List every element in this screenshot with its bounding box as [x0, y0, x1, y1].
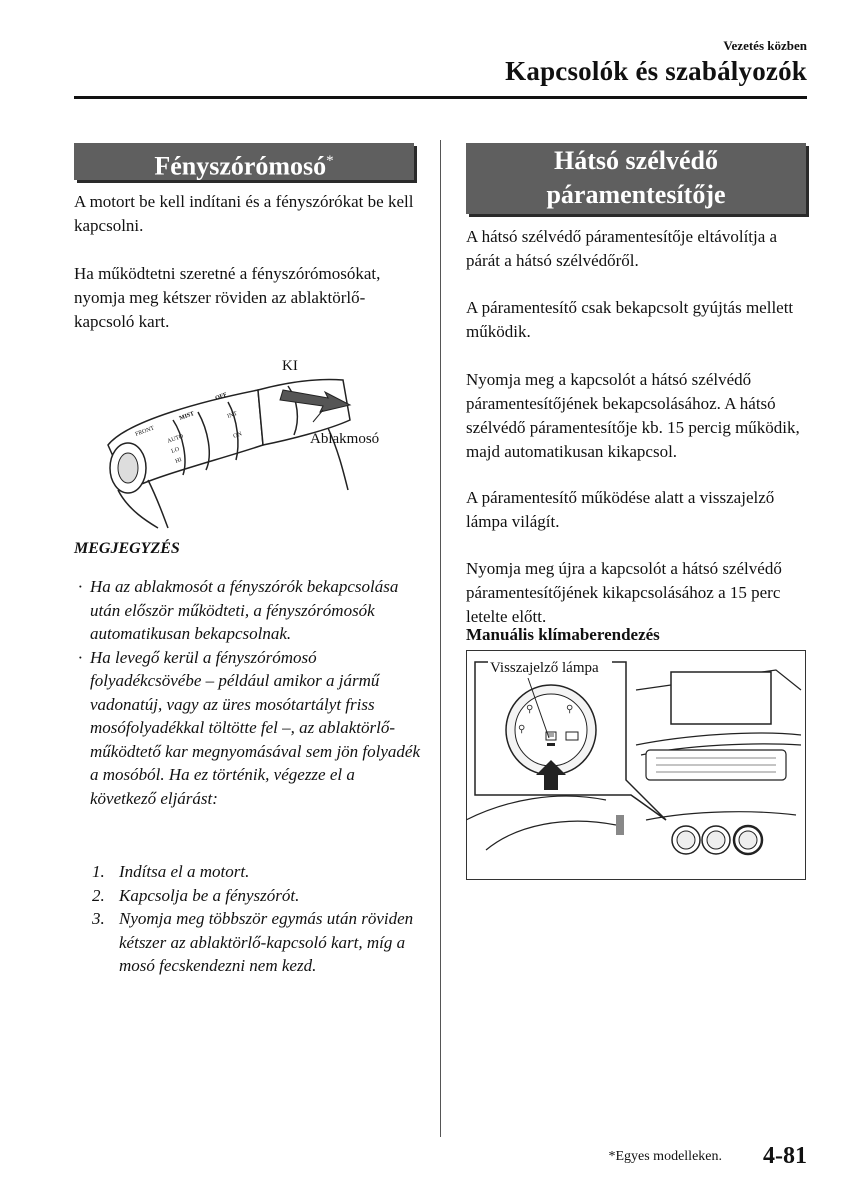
running-header-section: Vezetés közben — [723, 38, 807, 53]
asterisk-mark: * — [326, 153, 334, 169]
header-rule — [74, 96, 807, 99]
paragraph-ignition: A páramentesítő csak bekapcsolt gyújtás mellett működik. — [466, 298, 794, 341]
column-divider — [440, 140, 441, 1137]
lever-text-lo: LO — [170, 446, 181, 455]
heading-line-1: Hátsó szélvédő — [554, 146, 718, 175]
paragraph-defroster-purpose: A hátsó szélvédő páramentesítője eltávolítja a párát a hátsó szélvédőről. — [466, 227, 778, 270]
label-in: KI — [282, 358, 298, 374]
lever-text-auto: AUTO — [166, 433, 185, 445]
list-item: 2. Kapcsolja be a fényszórót. — [92, 885, 300, 905]
section-heading-headlight-washer — [74, 143, 414, 180]
page-number: 4-81 — [763, 1143, 807, 1169]
running-header-title: Kapcsolók és szabályozók — [505, 56, 807, 86]
section-heading-rear-defroster — [466, 143, 806, 214]
heading-line-2: páramentesítője — [546, 180, 726, 209]
paragraph-turn-off: Nyomja meg újra a kapcsolót a hátsó szélvédő páramentesítőjének kikapcsolásához a 15 perc letelte előtt. — [466, 559, 782, 626]
lever-text-hi: HI — [174, 457, 183, 465]
lever-text-int: INT — [226, 410, 239, 420]
paragraph-engine-start: A motort be kell indítani és a fényszórókat be kell kapcsolni. — [74, 192, 414, 235]
lever-text-mist: MIST — [178, 410, 196, 422]
note-title: MEGJEGYZÉS — [74, 540, 180, 557]
list-item: 3. Nyomja meg többször egymás után röviden kétszer az ablaktörlő-kapcsoló kart, míg a mosó fecskendezni nem kezd. — [92, 909, 414, 975]
paragraph-indicator: A páramentesítő működése alatt a visszajelző lámpa világít. — [466, 488, 775, 531]
lever-text-front: FRONT — [134, 425, 156, 438]
svg-text:⚲: ⚲ — [566, 704, 574, 715]
indicator-lamp-icon — [547, 743, 555, 746]
paragraph-operate-washer: Ha működtetni szeretné a fényszórómosókat, nyomja meg kétszer röviden az ablaktörlő-kapcsoló kart. — [74, 264, 381, 331]
lever-text-off: OFF — [214, 392, 228, 402]
svg-text:⚲: ⚲ — [526, 704, 534, 715]
wiper-lever-illustration — [88, 350, 408, 530]
svg-text:⚲: ⚲ — [518, 724, 526, 735]
footer-note: *Egyes modelleken. — [608, 1149, 722, 1164]
paragraph-turn-on: Nyomja meg a kapcsolót a hátsó szélvédő páramentesítőjének bekapcsolásához. A hátsó szélvédő páramentesítője kb. 15 percig működik, majd automatikusan kikapcsol. — [466, 370, 800, 461]
label-washer: Ablakmosó — [310, 431, 380, 447]
sub-heading-manual-climate: Manuális klímaberendezés — [466, 625, 660, 644]
list-item: 1. Indítsa el a motort. — [92, 862, 250, 881]
heading-text: Fényszórómosó — [154, 151, 327, 181]
procedure-steps — [92, 860, 422, 978]
climate-control-illustration — [466, 650, 806, 880]
label-indicator-lamp: Visszajelző lámpa — [490, 660, 599, 676]
list-item: · Ha az ablakmosót a fényszórók bekapcsolása után először működteti, a fényszórómosók automatikusan bekapcsolnak. — [78, 577, 399, 643]
lever-text-on: ON — [232, 431, 243, 440]
note-list — [78, 575, 423, 810]
list-item: · Ha levegő kerül a fényszórómosó folyadékcsövébe – például amikor a jármű vadonatúj, vagy az üres mosótartályt friss mosófolyadékkal töltötte fel –, az ablaktörlő-működtető kar megnyomásával sem jön folyadék a mosóból. Ha ez történik, végezze el a következő eljárást: — [78, 647, 420, 808]
